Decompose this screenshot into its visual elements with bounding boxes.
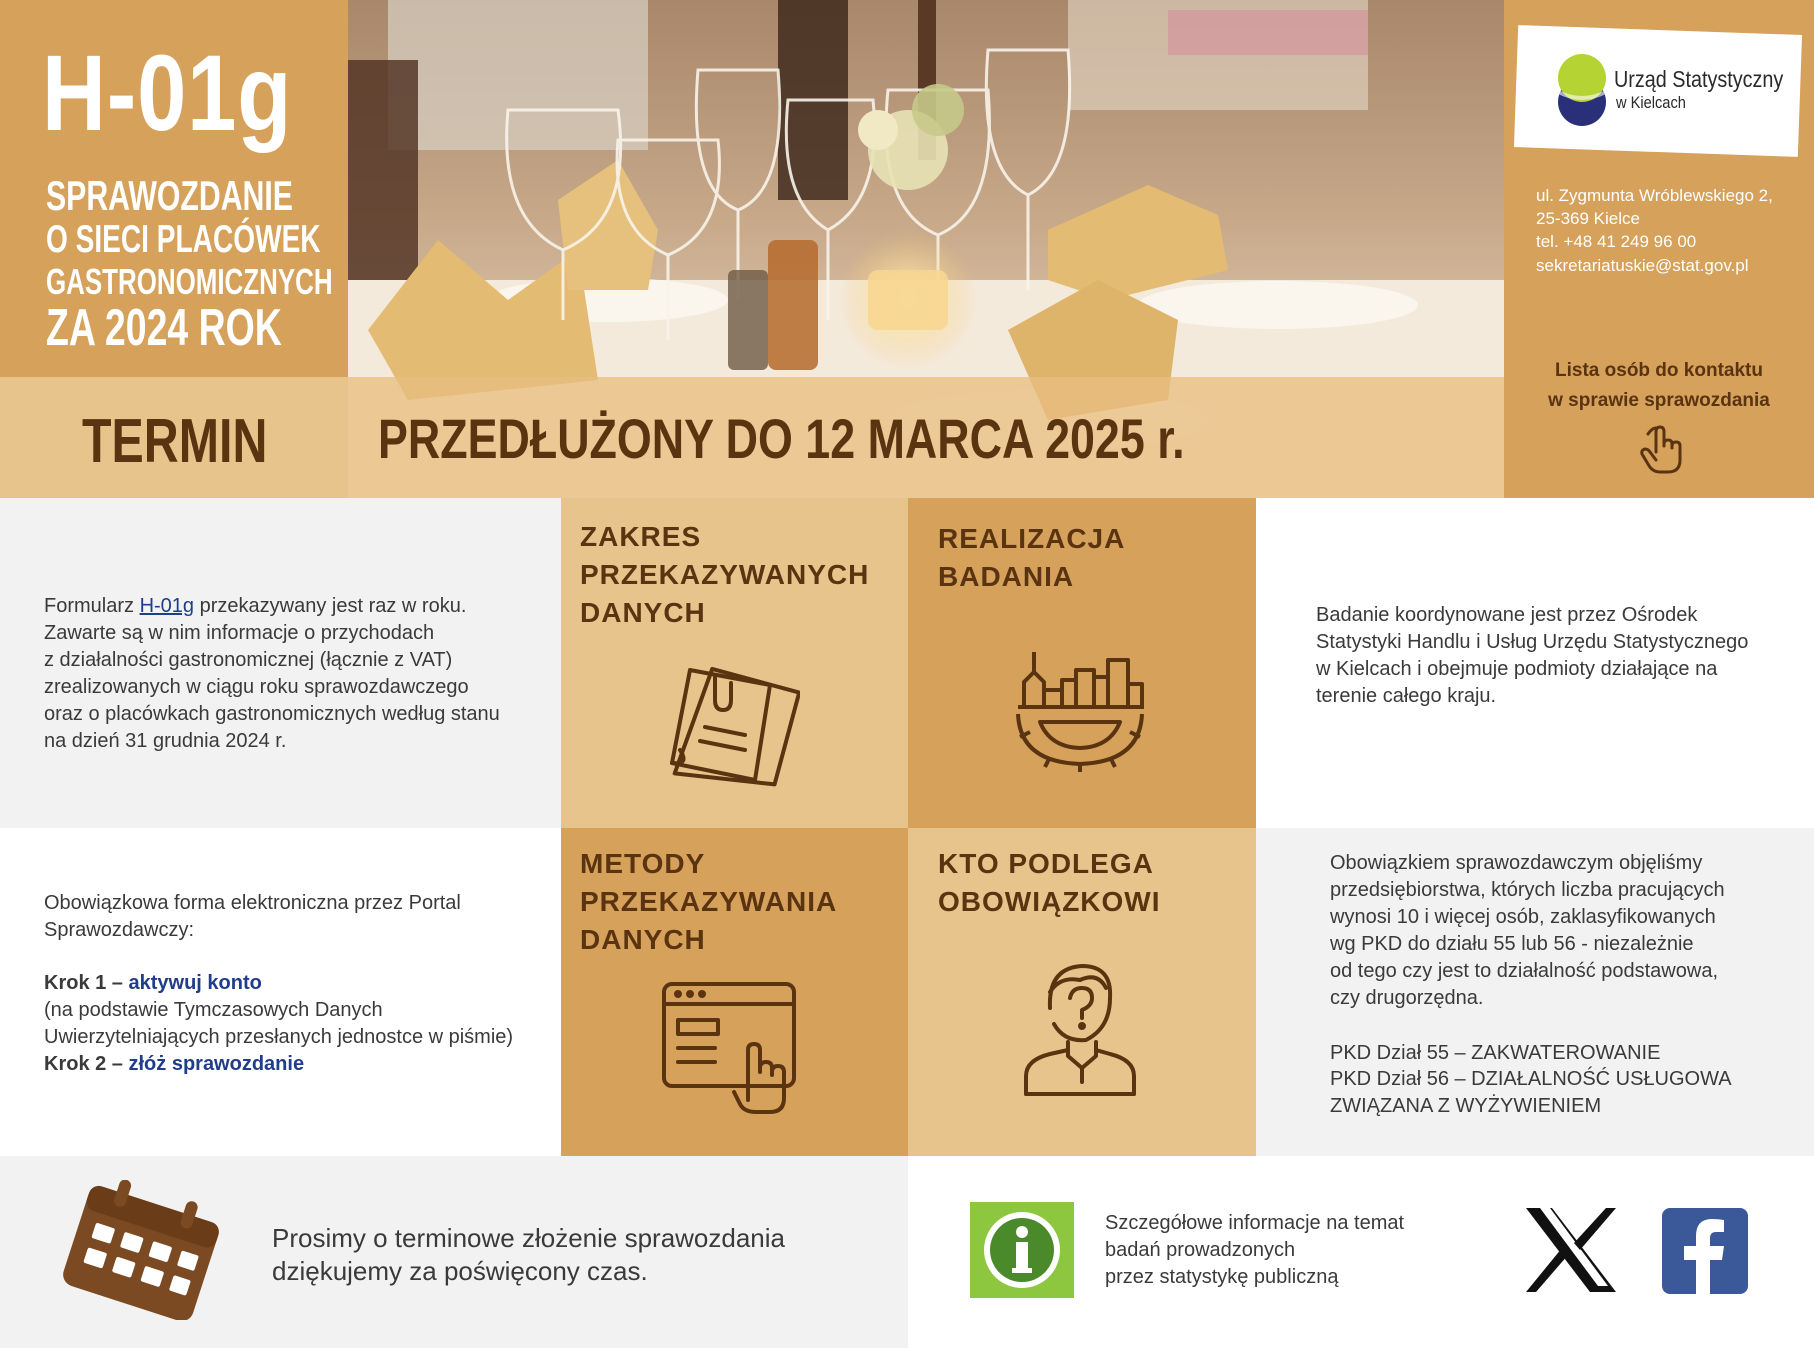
deadline-text: PRZEDŁUŻONY DO 12 MARCA 2025 r. [378,407,1185,470]
form-rest: przekazywany jest raz w roku. Zawarte są w nim informacje o przychodach z działalności gastronomicznej (łącznie z VAT) zrealizowanych w ciągu roku sprawozdawczego oraz o placówkach gastronomicznych według stanu na dzień 31 grudnia 2024 r. [44,595,500,752]
info-box[interactable] [970,1202,1074,1298]
form-code-title: H-01g [42,32,293,153]
office-logo-icon [1556,52,1608,128]
hand-pointer-icon[interactable] [1638,424,1684,476]
submit-report-link[interactable]: złóż sprawozdanie [128,1053,305,1075]
info-text: Szczegółowe informacje na temat badań prowadzonych przez statystykę publiczną [1105,1212,1405,1288]
kto-title: KTO PODLEGA OBOWIĄZKOWI [938,848,1161,917]
obligation-text: Obowiązkiem sprawozdawczym objęliśmy przedsiębiorstwa, których liczba pracujących wynosi 10 i więcej osób, zaklasyfikowanych wg PKD do działu 55 lub 56 - niezależnie od tego czy jest to działalność podstawowa, czy drugorzędna. [1330,852,1725,1009]
x-logo-icon[interactable] [1522,1204,1620,1296]
browser-click-icon [660,980,800,1120]
form-link[interactable]: H-01g [139,595,195,617]
facebook-icon[interactable] [1662,1208,1748,1294]
info-icon [970,1202,1074,1298]
step2-label: Krok 2 – [44,1053,129,1075]
title-line-2: O SIECI PLACÓWEK [46,218,321,261]
step1-note: (na podstawie Tymczasowych Danych Uwierzytelniających przesłanych jednostce w piśmie) [44,999,514,1048]
address-city: 25-369 Kielce [1536,209,1640,228]
person-question-icon [1020,958,1140,1098]
step1-label: Krok 1 – [44,972,129,994]
metody-title: METODY PRZEKAZYWANIA DANYCH [580,848,838,955]
form-prefix: Formularz [44,595,140,617]
activate-account-link[interactable]: aktywuj konto [128,972,262,994]
notes-icon [660,655,800,795]
pkd56-text: PKD Dział 56 – DZIAŁALNOŚĆ USŁUGOWA ZWIĄZANA Z WYŻYWIENIEM [1330,1068,1732,1117]
title-line-3: GASTRONOMICZNYCH [46,261,333,302]
realizacja-title: REALIZACJA BADANIA [938,523,1126,592]
contact-list-link[interactable]: Lista osób do kontaktu w sprawie sprawozdania [1548,360,1770,411]
office-name: Urząd Statystyczny [1614,66,1784,92]
pkd55-text: PKD Dział 55 – ZAKWATEROWANIE [1330,1042,1661,1064]
title-line-1: SPRAWOZDANIE [46,172,293,219]
title-line-4: ZA 2024 ROK [46,299,282,357]
city-gear-icon [1010,632,1150,772]
thanks-text: Prosimy o terminowe złożenie sprawozdania dziękujemy za poświęcony czas. [272,1223,786,1286]
zakres-title: ZAKRES PRZEKAZYWANYCH DANYCH [580,521,870,628]
coordination-text: Badanie koordynowane jest przez Ośrodek Statystyki Handlu i Usług Urzędu Statystycznego w Kielcach i obejmuje podmioty działające na terenie całego kraju. [1316,604,1749,707]
termin-label: TERMIN [82,407,268,476]
office-city: w Kielcach [1616,93,1686,112]
form-description [44,593,554,755]
address-street: ul. Zygmunta Wróblewskiego 2, [1536,186,1773,205]
phone: tel. +48 41 249 96 00 [1536,232,1697,251]
email-link[interactable]: sekretariatuskie@stat.gov.pl [1536,256,1749,275]
steps-block [44,970,564,1078]
portal-intro: Obowiązkowa forma elektroniczna przez Portal Sprawozdawczy: [44,892,461,941]
calendar-icon [62,1180,222,1320]
